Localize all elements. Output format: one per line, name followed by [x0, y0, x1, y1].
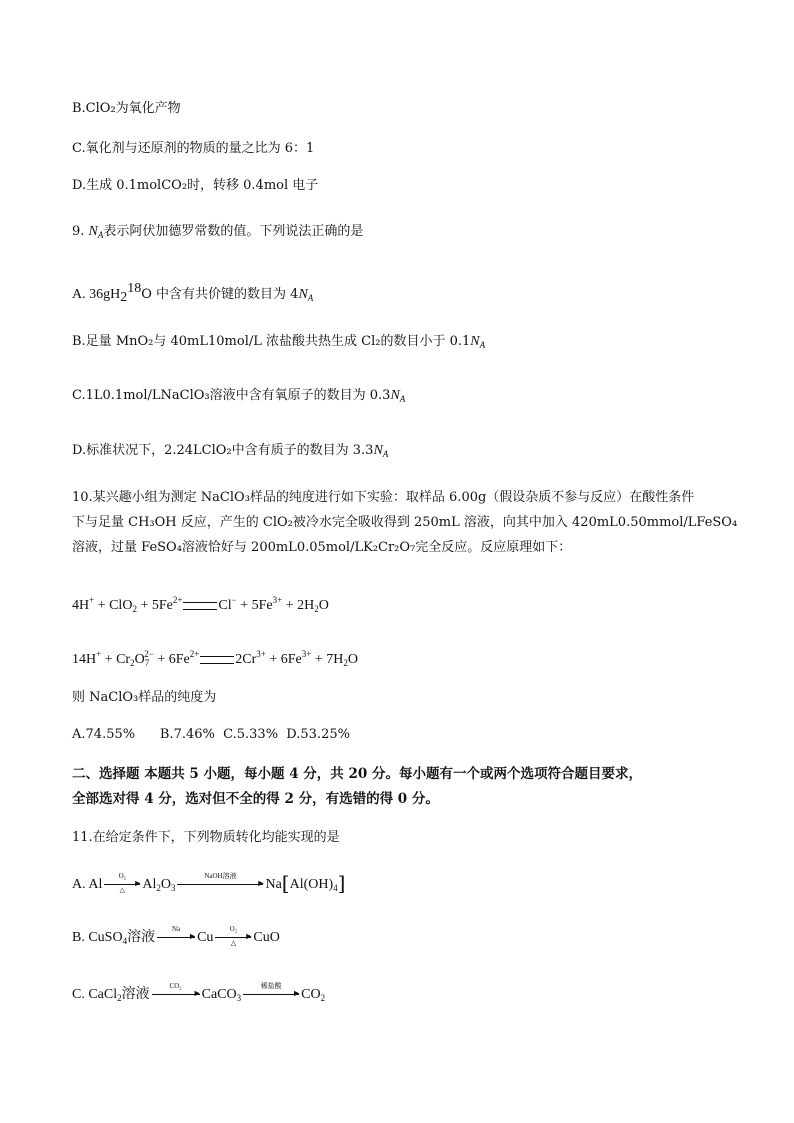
equation-2: $14H^+ + Cr_2O_7^{2-} + 6Fe^{2+}$ $2Cr^{3+} + 6Fe^{3+} + 7H_2O$: [72, 649, 358, 668]
q10-question: 则 NaClO₃样品的纯度为: [72, 690, 217, 705]
q8-option-d: D.生成 0.1molCO₂时，转移 0.4mol 电子: [72, 178, 319, 193]
q11-option-b: B. CuSO$_4$溶液 Na ► Cu O₂ ► △ CuO: [72, 925, 280, 948]
q9-option-d: D.标准状况下，2.24LClO₂中含有质子的数目为 $3.3N_A$: [72, 443, 389, 459]
q9-option-c: C.1L0.1mol/LNaClO₃溶液中含有氧原子的数目为 $0.3N_A$: [72, 388, 406, 404]
q8-option-c: C.氧化剂与还原剂的物质的量之比为 6：1: [72, 141, 315, 156]
equation-1: $4H^+ + ClO_2 + 5Fe^{2+}$ $Cl^- + 5Fe^{3+} + 2H_2O$: [72, 595, 329, 614]
q9-stem: [72, 223, 363, 244]
q9-option-a: A. $36gH_2^{18}O$ 中含有共价键的数目为 $4N_A$: [72, 281, 314, 305]
reaction-arrow: Na ►: [157, 937, 195, 938]
q11-option-c: C. CaCl$_2$溶液 CO₂ ► CaCO$_3$ 稀盐酸 ► $CO_2$: [72, 982, 326, 1003]
q8-option-b: B.ClO₂为氧化产物: [72, 101, 181, 116]
q9-number: 9.: [72, 224, 89, 239]
na-symbol: $N_A$: [373, 443, 389, 459]
section-2-heading-line1: 二、选择题 本题共 5 小题，每小题 4 分，共 20 分。每小题有一个或两个选项符合题目要求，: [72, 766, 642, 782]
reaction-arrow: O₂ ► △: [104, 884, 140, 885]
reaction-arrow: CO₂ ►: [152, 994, 200, 995]
na-symbol: $N_A$: [470, 334, 486, 350]
na-symbol: $N_A$: [390, 388, 406, 404]
reaction-arrow: O₂ ► △: [215, 937, 251, 938]
section-2-heading-line2: 全部选对得 4 分，选对但不全的得 2 分，有选错的得 0 分。: [72, 791, 439, 807]
q10-options: A.74.55% B.7.46% C.5.33% D.53.25%: [72, 727, 350, 742]
q10-stem-line3: 溶液，过量 FeSO₄溶液恰好与 200mL0.05mol/LK₂Cr₂O₇完全反应。反应原理如下：: [72, 540, 572, 555]
q9-option-b: B.足量 MnO₂与 40mL10mol/L 浓盐酸共热生成 Cl₂的数目小于 $0.1N_A$: [72, 334, 486, 350]
q10-stem-line1: 10.某兴趣小组为测定 NaClO₃样品的纯度进行如下实验：取样品 6.00g（假设杂质不参与反应）在酸性条件: [72, 490, 695, 505]
q9-stem-text: 表示阿伏加德罗常数的值。下列说法正确的是: [103, 224, 364, 239]
na-symbol: $N_A$: [88, 224, 104, 240]
reaction-arrow: NaOH溶液 ►: [177, 884, 263, 885]
reaction-arrow: 稀盐酸 ►: [243, 994, 299, 995]
q11-stem: 11.在给定条件下，下列物质转化均能实现的是: [72, 830, 340, 845]
na-symbol: $N_A$: [298, 287, 314, 303]
q10-stem-line2: 下与足量 CH₃OH 反应，产生的 ClO₂被冷水完全吸收得到 250mL 溶液，向其中加入 420mL0.50mmol/LFeSO₄: [72, 515, 738, 530]
q11-option-a: A. Al O₂ ► △ $Al_2O_3$ NaOH溶液 ► $Na[Al(OH)_4]$: [72, 871, 346, 895]
